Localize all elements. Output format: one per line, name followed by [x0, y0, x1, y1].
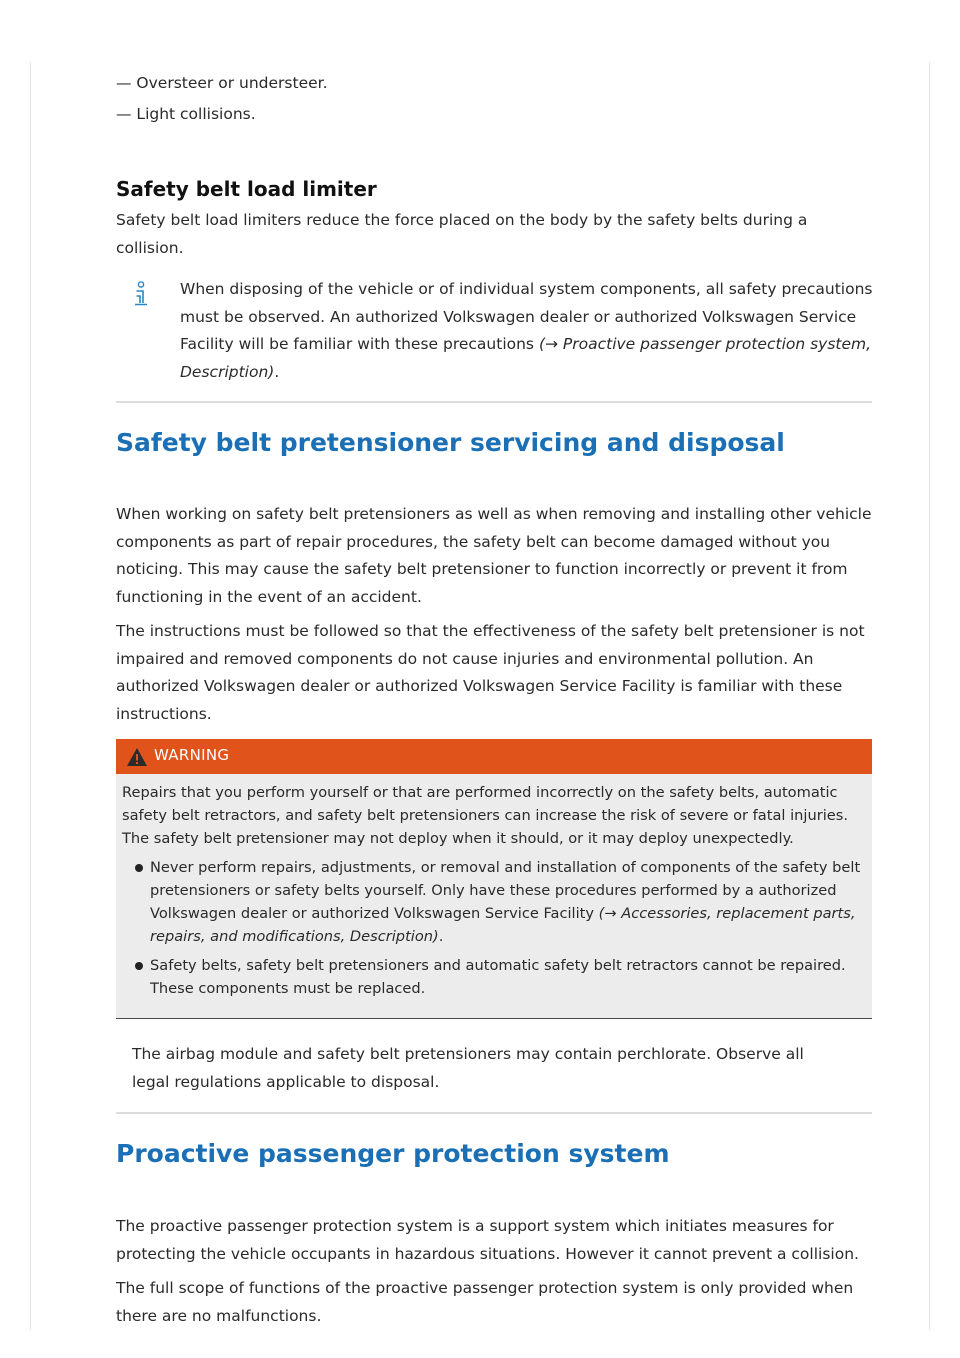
pretensioner-paragraph-1: When working on safety belt pretensioners as well as when removing and installing other vehicle components as part of repair procedures, the safety belt can become damaged without you noticing. This may cause the safety belt pretensioner to function incorrectly or prevent it from functioning in the event of an accident.	[116, 505, 872, 606]
proactive-paragraph-1: The proactive passenger protection system is a support system which initiates measures for protecting the vehicle occupants in hazardous situations. However it cannot prevent a collision.	[116, 1217, 859, 1263]
disposal-note: The airbag module and safety belt pretensioners may contain perchlorate. Observe all legal regulations applicable to disposal.	[132, 1045, 804, 1091]
cross-reference-link[interactable]: (→ Proactive passenger protection system, Description)	[180, 335, 872, 381]
bullet-dot	[135, 864, 143, 872]
warning-header	[116, 739, 872, 774]
pretensioner-paragraph-2: The instructions must be followed so that the effectiveness of the safety belt pretensioner is not impaired and removed components do not cause injuries and environmental pollution. An authorized Volkswagen dealer or authorized Volkswagen Service Facility is familiar with these instructions.	[116, 622, 865, 723]
bullet-text: Safety belts, safety belt pretensioners and automatic safety belt retractors cannot be repaired. These components must be replaced.	[150, 957, 846, 997]
warning-triangle-icon	[126, 747, 148, 767]
section-separator	[116, 1112, 872, 1114]
load-limiter-note	[180, 276, 874, 386]
right-margin-rule	[929, 62, 930, 1330]
load-limiter-text: Safety belt load limiters reduce the force placed on the body by the safety belts during a collision.	[116, 211, 808, 257]
list-item: — Light collisions.	[116, 105, 256, 123]
warning-intro: Repairs that you perform yourself or that are performed incorrectly on the safety belts, automatic safety belt retractors, and safety belt pretensioners can increase the risk of severe or fatal injuries. The safety belt pretensioner may not deploy when it should, or it may deploy unexpectedly.	[122, 784, 848, 847]
bullet-text: Never perform repairs, adjustments, or removal and installation of components of the safety belt pretensioners or safety belts yourself. Only have these procedures performed by a authorized Volkswagen dealer or authorized Volkswagen Service Facility	[150, 859, 861, 922]
info-icon	[134, 281, 148, 307]
cross-reference-link[interactable]: (→ Accessories, replacement parts, repairs, and modifications, Description)	[150, 905, 856, 945]
section-separator	[116, 401, 872, 403]
proactive-paragraph-2: The full scope of functions of the proactive passenger protection system is only provided when there are no malfunctions.	[116, 1279, 854, 1325]
warning-label: WARNING	[154, 746, 230, 764]
warning-bullet	[122, 954, 864, 1000]
bullet-end: .	[438, 928, 444, 945]
load-limiter-heading: Safety belt load limiter	[116, 177, 377, 201]
proactive-heading: Proactive passenger protection system	[116, 1139, 670, 1168]
pretensioner-heading: Safety belt pretensioner servicing and disposal	[116, 428, 785, 457]
warning-bullet	[122, 856, 864, 948]
note-text: When disposing of the vehicle or of individual system components, all safety precautions must be observed. An authorized Volkswagen dealer or authorized Volkswagen Service Facility will be familiar with these precautions	[180, 280, 873, 354]
warning-body	[116, 774, 872, 1019]
left-margin-rule	[30, 62, 31, 1330]
bullet-dot	[135, 962, 143, 970]
list-item: — Oversteer or understeer.	[116, 74, 328, 92]
note-end: .	[274, 362, 280, 381]
